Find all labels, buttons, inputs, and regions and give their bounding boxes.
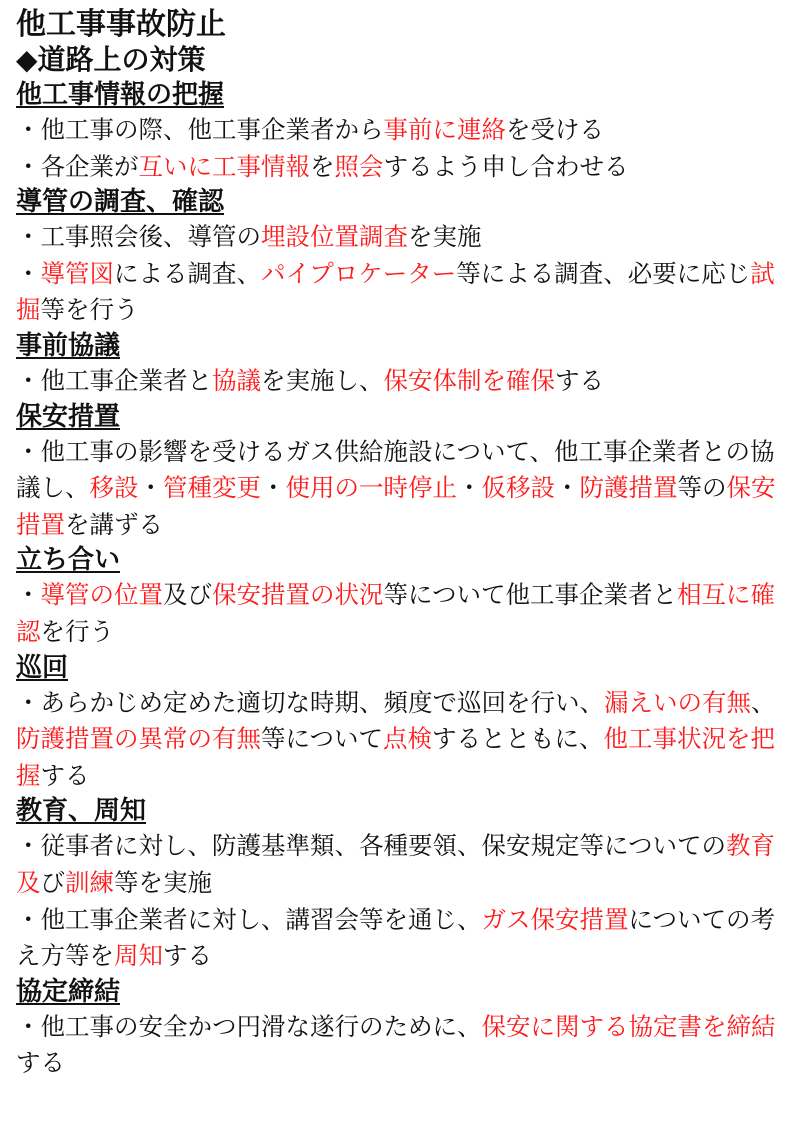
bullet-item xyxy=(16,577,786,650)
highlighted-text: 仮移設 xyxy=(481,473,555,503)
body-text: ・他工事の安全かつ円滑な遂行のために、 xyxy=(16,1011,482,1041)
section xyxy=(16,794,786,974)
page-subtitle: ◆道路上の対策 xyxy=(16,43,206,76)
section-heading: 事前協議 xyxy=(16,330,121,361)
highlighted-text: ガス保安措置 xyxy=(481,904,629,934)
body-text: ・他工事の影響を受けるガス供給施設について、他工事企業者との協議し、 xyxy=(16,436,775,503)
highlighted-text: 試掘 xyxy=(16,258,775,325)
section xyxy=(16,185,786,329)
highlighted-text: 事前に連絡 xyxy=(383,115,506,144)
highlighted-text: 移設 xyxy=(89,473,139,503)
body-text: する xyxy=(555,365,604,395)
highlighted-text: 訓練 xyxy=(65,867,114,897)
bullet-item xyxy=(16,363,786,400)
section xyxy=(16,975,786,1082)
body-text: 及び xyxy=(163,580,212,610)
body-text: ・ xyxy=(261,473,286,503)
body-text: 等を行う xyxy=(40,295,139,325)
highlighted-text: 周知 xyxy=(114,941,163,971)
body-text: ・あらかじめ定めた適切な時期、頻度で巡回を行い、 xyxy=(16,687,604,717)
highlighted-text: 相互に確認 xyxy=(16,580,776,646)
body-text: 等による調査、必要に応じ xyxy=(456,258,751,288)
bullet-item xyxy=(16,434,786,544)
bullet-item xyxy=(16,219,786,256)
bullet-item xyxy=(16,902,786,975)
bullet-item xyxy=(16,828,786,901)
body-text: による調査、 xyxy=(114,258,261,288)
highlighted-text: 点検 xyxy=(383,724,433,754)
body-text: を講ずる xyxy=(65,509,163,539)
highlighted-text: 協議 xyxy=(212,365,261,395)
highlighted-text: 互いに工事情報 xyxy=(138,151,310,181)
body-text: ・ xyxy=(16,580,41,610)
section-heading: 教育、周知 xyxy=(16,796,147,827)
sections-container xyxy=(16,78,786,1082)
body-text: ・ xyxy=(16,258,41,288)
bullet-item xyxy=(16,1009,786,1082)
body-text: ・ xyxy=(457,473,482,503)
body-text: 等について xyxy=(261,724,384,754)
body-text: び xyxy=(40,867,65,897)
highlighted-text: 照会 xyxy=(334,151,384,181)
section-heading: 導管の調査、確認 xyxy=(16,187,225,218)
highlighted-text: 防護措置 xyxy=(579,473,678,503)
bullet-item xyxy=(16,112,786,149)
section xyxy=(16,400,786,544)
highlighted-text: 防護措置の異常の有無 xyxy=(16,724,261,754)
bullet-item xyxy=(16,685,786,795)
body-text: を実施 xyxy=(408,222,482,252)
body-text: を実施し、 xyxy=(261,365,384,395)
highlighted-text: 導管の位置 xyxy=(40,580,163,610)
body-text: 等について他工事企業者と xyxy=(383,580,678,610)
body-text: する xyxy=(40,760,90,790)
section xyxy=(16,651,786,795)
highlighted-text: パイプロケーター xyxy=(261,258,457,288)
highlighted-text: 使用の一時停止 xyxy=(285,473,457,503)
highlighted-text: 埋設位置調査 xyxy=(261,222,408,252)
body-text: ・ xyxy=(138,473,163,503)
body-text: 等の xyxy=(677,473,727,503)
body-text: する xyxy=(16,1048,65,1078)
section-heading: 立ち合い xyxy=(16,545,121,576)
highlighted-text: 保安措置 xyxy=(16,473,776,539)
highlighted-text: 保安に関する協定書を締結 xyxy=(481,1011,776,1041)
section xyxy=(16,78,786,185)
bullet-item xyxy=(16,256,786,329)
highlighted-text: 保安措置の状況 xyxy=(212,580,384,610)
section-heading: 保安措置 xyxy=(16,401,121,432)
highlighted-text: 教育及 xyxy=(16,831,776,897)
body-text: ・他工事企業者に対し、講習会等を通じ、 xyxy=(16,904,482,934)
bullet-item xyxy=(16,149,786,186)
section-heading: 他工事情報の把握 xyxy=(16,80,225,110)
section xyxy=(16,329,786,400)
section xyxy=(16,543,786,650)
body-text: 等を実施 xyxy=(114,867,212,897)
body-text: するとともに、 xyxy=(432,724,604,754)
body-text: ・工事照会後、導管の xyxy=(16,222,261,252)
body-text: ・他工事企業者と xyxy=(16,365,212,395)
body-text: を xyxy=(310,151,335,181)
highlighted-text: 他工事状況を把握 xyxy=(16,724,776,790)
body-text: 、 xyxy=(751,687,776,717)
body-text: ・各企業が xyxy=(16,151,139,181)
body-text: する xyxy=(163,941,212,971)
section-heading: 協定締結 xyxy=(16,976,121,1007)
section-heading: 巡回 xyxy=(16,652,69,683)
body-text: ・従事者に対し、防護基準類、各種要領、保安規定等についての xyxy=(16,831,727,861)
body-text: についての考え方等を xyxy=(16,904,776,971)
highlighted-text: 導管図 xyxy=(40,258,114,288)
highlighted-text: 漏えいの有無 xyxy=(604,687,751,717)
page-title: 他工事事故防止 xyxy=(16,7,226,42)
body-text: するよう申し合わせる xyxy=(383,151,629,181)
body-text: ・他工事の際、他工事企業者から xyxy=(16,115,384,144)
highlighted-text: 保安体制を確保 xyxy=(383,365,555,395)
body-text: を受ける xyxy=(506,115,604,144)
body-text: ・ xyxy=(555,473,580,503)
highlighted-text: 管種変更 xyxy=(163,473,261,503)
body-text: を行う xyxy=(40,616,114,646)
